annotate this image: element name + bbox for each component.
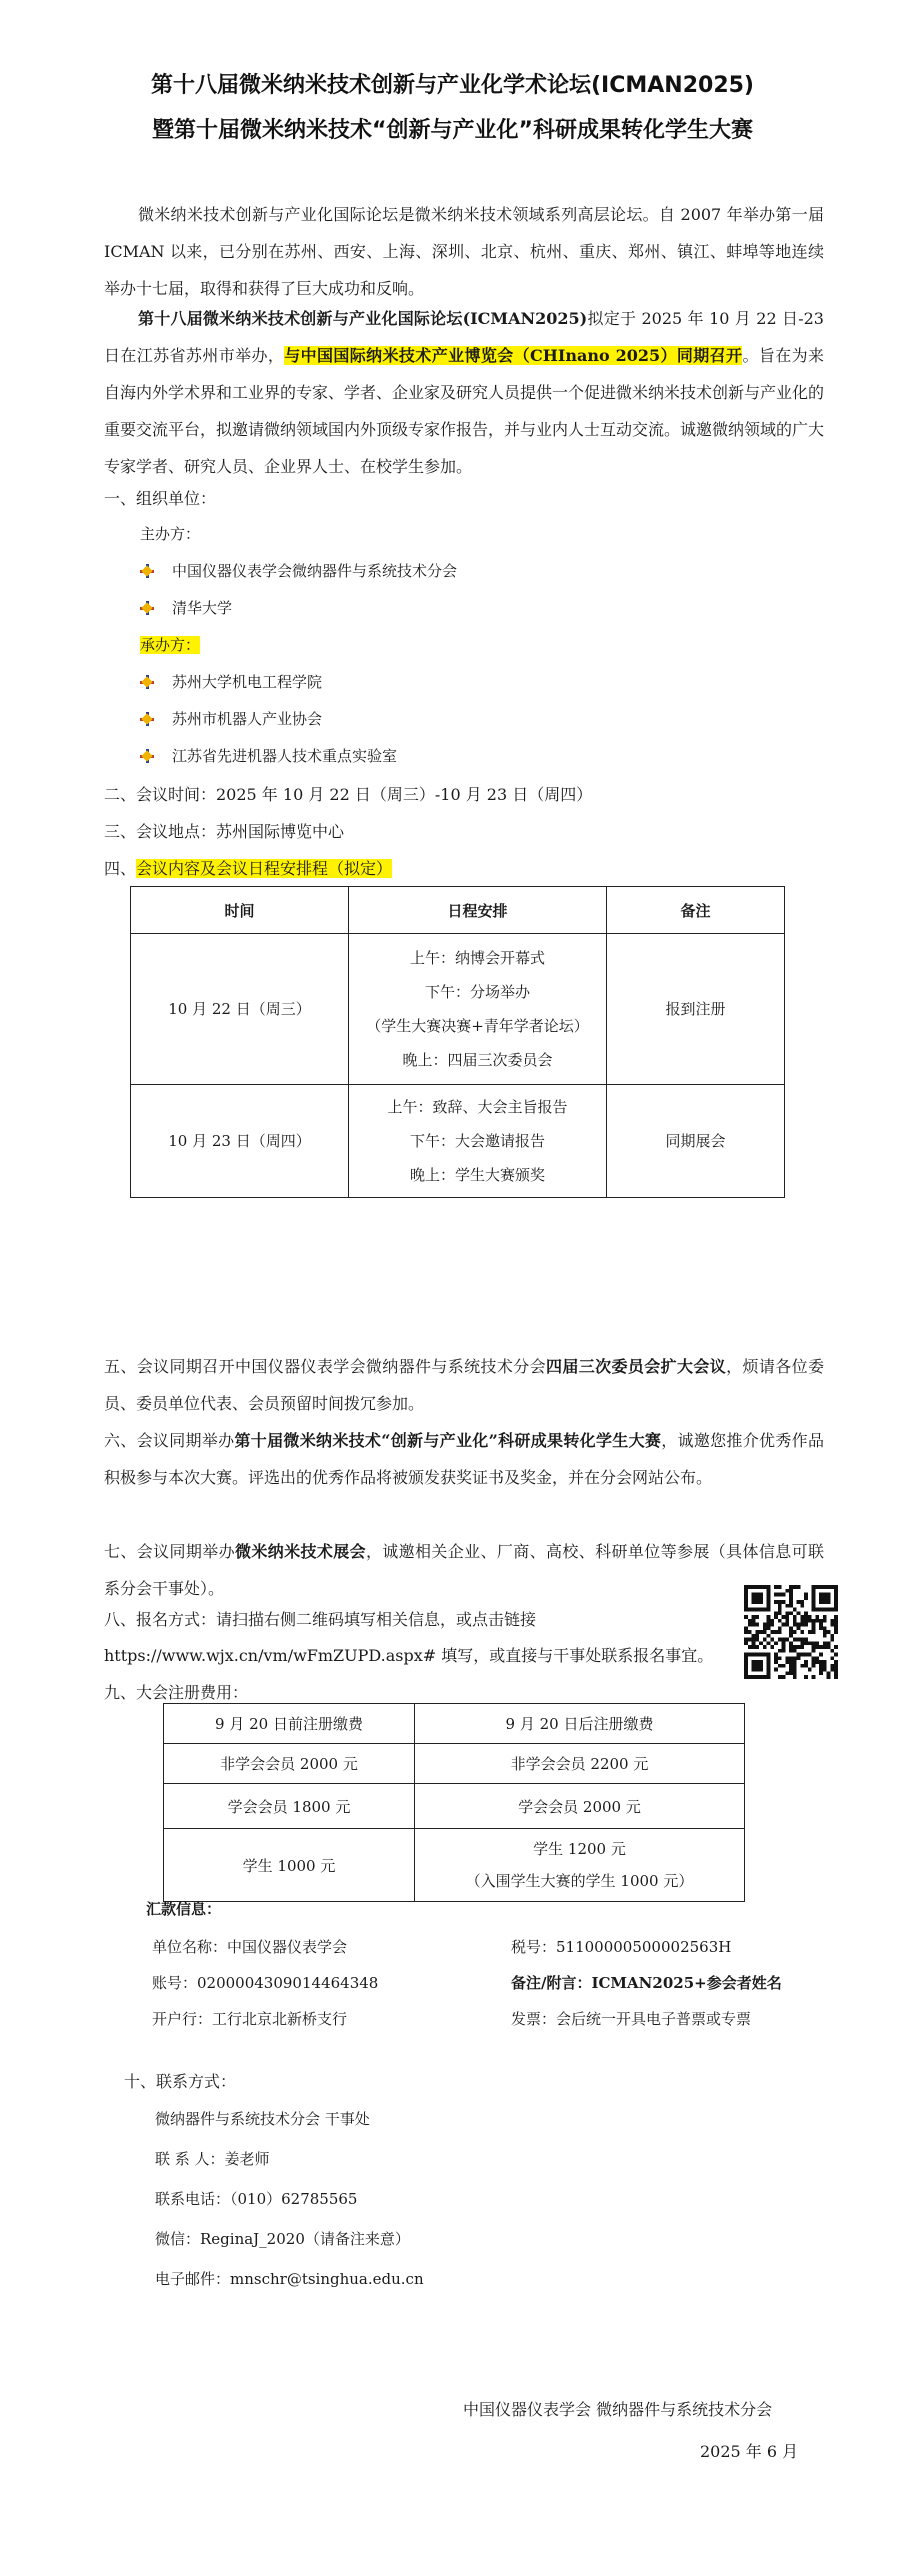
schedule-items xyxy=(349,1085,607,1198)
signature-date: 2025 年 6 月 xyxy=(700,2442,799,2461)
title-line-1: 第十八届微米纳米技术创新与产业化学术论坛(ICMAN2025) xyxy=(150,73,754,98)
forum-date-text: 拟定于 2025 年 10 月 22 日-23 日在江苏省苏州市举办， xyxy=(104,309,824,365)
fee-student-finalist: （入围学生大赛的学生 1000 元） xyxy=(465,1872,694,1890)
agenda-prefix: 四、 xyxy=(104,859,137,878)
schedule-header-row xyxy=(131,887,785,934)
section-5 xyxy=(104,1348,824,1422)
intro-paragraph-2 xyxy=(104,300,824,485)
table-row xyxy=(164,1829,745,1902)
bullet-logo-icon xyxy=(140,749,154,763)
signature-org: 中国仪器仪表学会 微纳器件与系统技术分会 xyxy=(463,2400,773,2419)
schedule-table xyxy=(130,886,785,1198)
s5-text: 五、会议同期召开中国仪器仪表学会微纳器件与系统技术分会 xyxy=(104,1357,547,1376)
table-row xyxy=(131,1085,785,1198)
schedule-date: 10 月 23 日（周四） xyxy=(131,1085,349,1198)
forum-name: 第十八届微米纳米技术创新与产业化国际论坛(ICMAN2025) xyxy=(138,309,588,328)
schedule-header: 备注 xyxy=(607,887,785,934)
s5-text-end: ，烦请各位委员、委员单位代表、会员预留时间拨冗参加。 xyxy=(104,1357,824,1413)
remit-tax: 税号：51100000500002563H xyxy=(511,1938,732,1956)
fee-cell: 学会会员 1800 元 xyxy=(164,1784,415,1829)
highlight-chinano: 与中国国际纳米技术产业博览会（CHInano 2025）同期召开 xyxy=(284,346,743,365)
co-host-label-text: 承办方： xyxy=(140,636,201,654)
fee-student: 学生 1200 元 xyxy=(533,1840,626,1858)
fee-cell: 非学会会员 2200 元 xyxy=(415,1744,745,1784)
co-host-label xyxy=(140,634,200,655)
section-9: 九、大会注册费用： xyxy=(104,1683,249,1702)
schedule-item: 下午：大会邀请报告 xyxy=(409,1132,545,1150)
intro-paragraph-1: 微米纳米技术创新与产业化国际论坛是微米纳米技术领域系列高层论坛。自 2007 年举办第一届 ICMAN 以来，已分别在苏州、西安、上海、深圳、北京、杭州、重庆、郑州、镇江、蚌埠等地连续举办十七届，取得和获得了巨大成功和反响。 xyxy=(104,205,824,298)
s6-text: 六、会议同期举办 xyxy=(104,1431,235,1450)
host-label: 主办方： xyxy=(140,525,201,543)
remit-note: 备注/附言：ICMAN2025+参会者姓名 xyxy=(511,1974,782,1992)
co-host-item xyxy=(140,708,322,729)
co-host-name: 苏州市机器人产业协会 xyxy=(172,710,323,728)
co-host-name: 苏州大学机电工程学院 xyxy=(172,673,323,691)
contact-heading: 十、联系方式： xyxy=(124,2072,237,2091)
title-line-2: 暨第十届微米纳米技术“创新与产业化”科研成果转化学生大赛 xyxy=(152,118,753,143)
fee-header: 9 月 20 日后注册缴费 xyxy=(415,1704,745,1744)
bullet-logo-icon xyxy=(140,675,154,689)
co-host-item xyxy=(140,745,397,766)
fee-header-row xyxy=(164,1704,745,1744)
s6-text-end: ，诚邀您推介优秀作品积极参与本次大赛。评选出的优秀作品将被颁发获奖证书及奖金，并在分会网站公布。 xyxy=(104,1431,824,1487)
bullet-logo-icon xyxy=(140,601,154,615)
schedule-header: 时间 xyxy=(131,887,349,934)
fee-cell: 非学会会员 2000 元 xyxy=(164,1744,415,1784)
schedule-note: 报到注册 xyxy=(607,934,785,1085)
table-row xyxy=(131,934,785,1085)
section-8-line-1: 八、报名方式：请扫描右侧二维码填写相关信息，或点击链接 xyxy=(104,1610,537,1629)
schedule-item: 上午：纳博会开幕式 xyxy=(409,949,545,967)
meeting-time: 二、会议时间：2025 年 10 月 22 日（周三）-10 月 23 日（周四） xyxy=(104,785,593,804)
schedule-item: （学生大赛决赛+青年学者论坛） xyxy=(366,1017,589,1035)
schedule-item: 下午：分场举办 xyxy=(424,983,530,1001)
fee-cell: 学生 1000 元 xyxy=(164,1829,415,1902)
table-row xyxy=(164,1744,745,1784)
section-7 xyxy=(104,1533,824,1607)
s7-bold: 微米纳米技术展会 xyxy=(234,1542,366,1561)
schedule-header: 日程安排 xyxy=(349,887,607,934)
host-name: 清华大学 xyxy=(172,599,233,617)
schedule-item: 晚上：学生大赛颁奖 xyxy=(409,1166,545,1184)
bullet-logo-icon xyxy=(140,564,154,578)
co-host-item xyxy=(140,671,322,692)
org-heading: 一、组织单位： xyxy=(104,489,217,508)
remit-account: 账号：0200004309014464348 xyxy=(152,1974,379,1992)
table-row xyxy=(164,1784,745,1829)
agenda-heading xyxy=(104,856,392,879)
s6-bold: 第十届微米纳米技术“创新与产业化”科研成果转化学生大赛 xyxy=(234,1431,662,1450)
contact-line: 联系电话：（010）62785565 xyxy=(155,2190,358,2208)
qr-code-icon[interactable] xyxy=(744,1585,838,1679)
forum-purpose-text: 。旨在为来自海内外学术界和工业界的专家、学者、企业家及研究人员提供一个促进微米纳米技术创新与产业化的重要交流平台，拟邀请微纳领域国内外顶级专家作报告，并与业内人士互动交流。诚邀微纳领域的广大专家学者、研究人员、企业界人士、在校学生参加。 xyxy=(104,346,825,476)
remit-invoice: 发票：会后统一开具电子普票或专票 xyxy=(511,2010,752,2028)
contact-line: 微信：ReginaJ_2020（请备注来意） xyxy=(155,2230,410,2248)
s7-text-end: ，诚邀相关企业、厂商、高校、科研单位等参展（具体信息可联系分会干事处）。 xyxy=(104,1542,824,1598)
remit-name: 单位名称：中国仪器仪表学会 xyxy=(152,1938,348,1956)
schedule-items xyxy=(349,934,607,1085)
contact-line: 联 系 人：姜老师 xyxy=(155,2150,270,2168)
remit-bank: 开户行：工行北京北新桥支行 xyxy=(152,2010,348,2028)
contact-email[interactable]: 电子邮件：mnschr@tsinghua.edu.cn xyxy=(155,2270,424,2288)
remit-heading: 汇款信息： xyxy=(146,1900,222,1918)
schedule-item: 晚上：四届三次委员会 xyxy=(402,1051,553,1069)
co-host-name: 江苏省先进机器人技术重点实验室 xyxy=(172,747,398,765)
contact-line: 微纳器件与系统技术分会 干事处 xyxy=(155,2110,370,2128)
fee-header: 9 月 20 日前注册缴费 xyxy=(164,1704,415,1744)
registration-link[interactable]: https://www.wjx.cn/vm/wFmZUPD.aspx# 填写，或直接与干事处联系报名事宜。 xyxy=(104,1646,714,1665)
fee-cell: 学会会员 2000 元 xyxy=(415,1784,745,1829)
fee-table xyxy=(163,1703,745,1902)
fee-cell-student xyxy=(415,1829,745,1902)
schedule-note: 同期展会 xyxy=(607,1085,785,1198)
host-name: 中国仪器仪表学会微纳器件与系统技术分会 xyxy=(172,562,458,580)
s5-bold: 四届三次委员会扩大会议 xyxy=(546,1357,727,1376)
s7-text: 七、会议同期举办 xyxy=(104,1542,235,1561)
bullet-logo-icon xyxy=(140,712,154,726)
agenda-title: 会议内容及会议日程安排程（拟定） xyxy=(136,859,393,878)
schedule-item: 上午：致辞、大会主旨报告 xyxy=(387,1098,568,1116)
host-item xyxy=(140,560,457,581)
schedule-date: 10 月 22 日（周三） xyxy=(131,934,349,1085)
section-6 xyxy=(104,1422,824,1496)
host-item xyxy=(140,597,232,618)
meeting-place: 三、会议地点：苏州国际博览中心 xyxy=(104,822,345,841)
